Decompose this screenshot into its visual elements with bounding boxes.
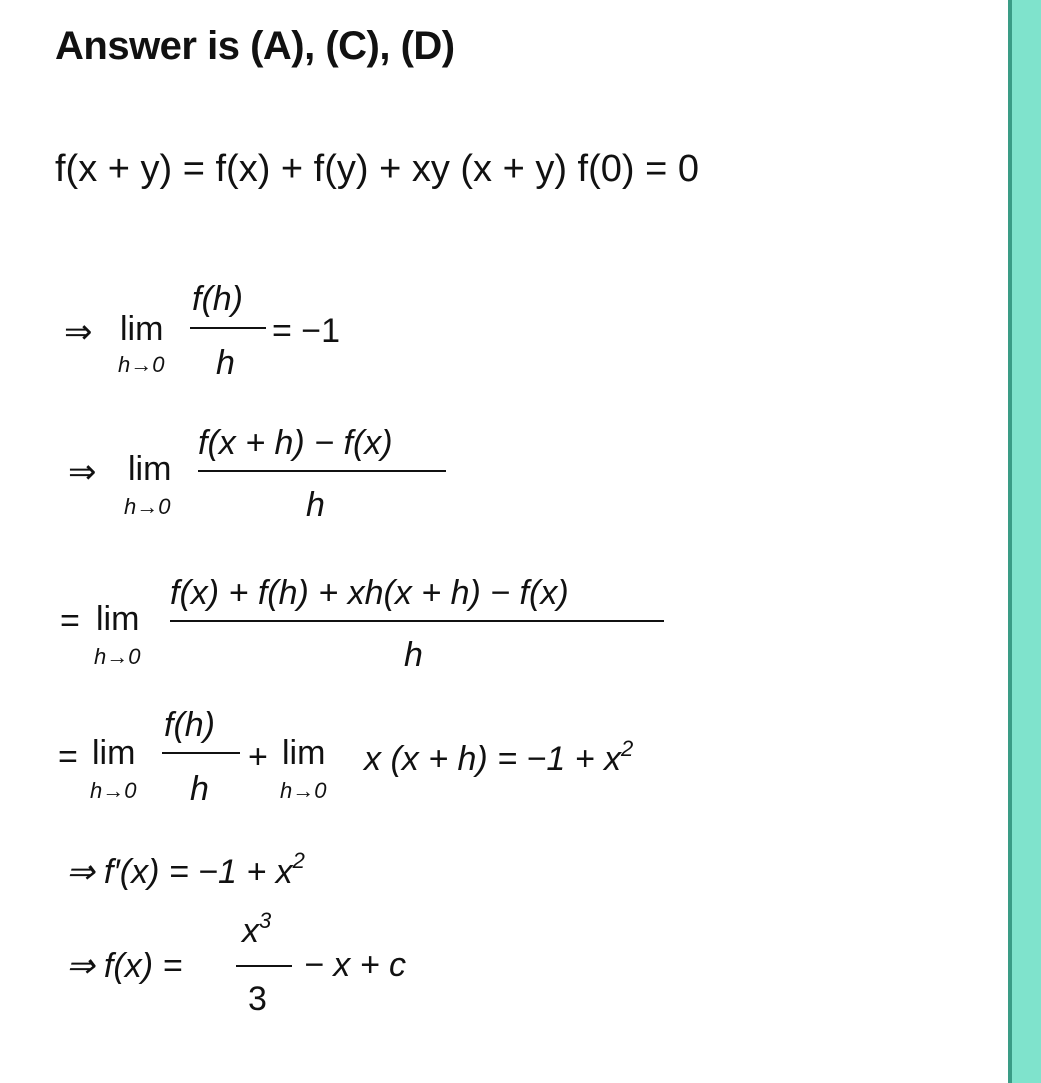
given-equation: f(x + y) = f(x) + f(y) + xy (x + y) f(0) = 0 [55,148,699,190]
fraction-numerator: f(x) + f(h) + xh(x + h) − f(x) [170,574,569,612]
implies-symbol: ⇒ [64,313,93,351]
limit-operator-2: lim [282,734,326,772]
step-5: ⇒ $f'(x) = -1 + x^2$ [66,848,305,891]
implies-symbol: ⇒ [68,453,97,491]
fraction-numerator: $x^3$ [242,908,272,950]
limit-operator: lim [128,450,172,488]
fraction-denominator: h [404,636,423,674]
fraction-denominator: h [190,770,209,808]
limit-subscript: h→0 [90,778,137,803]
fraction-numerator: f(x + h) − f(x) [198,424,393,462]
fraction-bar [190,327,266,329]
limit-subscript: h→0 [124,494,171,519]
equals-symbol: = [58,738,78,776]
limit-operator: lim [120,310,164,348]
step-6-prefix: ⇒ f(x) = [66,947,183,985]
fraction-numerator: f(h) [192,280,243,318]
fraction-numerator: f(h) [164,706,215,744]
fraction-bar [236,965,292,967]
equation-rhs: x $(x + h) = -1 + x^2$ [364,736,634,778]
fraction-denominator: 3 [248,980,267,1018]
limit-operator: lim [92,734,136,772]
fraction-bar [198,470,446,472]
limit-subscript-2: h→0 [280,778,327,803]
fraction-bar [170,620,664,622]
equation-rhs: − x + c [304,946,407,984]
limit-subscript: h→0 [118,352,165,377]
right-sidebar [1008,0,1041,1083]
fraction-bar [162,752,240,754]
limit-operator: lim [96,600,140,638]
plus-symbol: + [248,738,268,776]
equals-symbol: = [60,602,80,640]
answer-heading: Answer is (A), (C), (D) [55,24,455,68]
fraction-denominator: h [306,486,325,524]
fraction-denominator: h [216,344,235,382]
limit-subscript: h→0 [94,644,141,669]
equation-rhs: = −1 [272,312,341,350]
